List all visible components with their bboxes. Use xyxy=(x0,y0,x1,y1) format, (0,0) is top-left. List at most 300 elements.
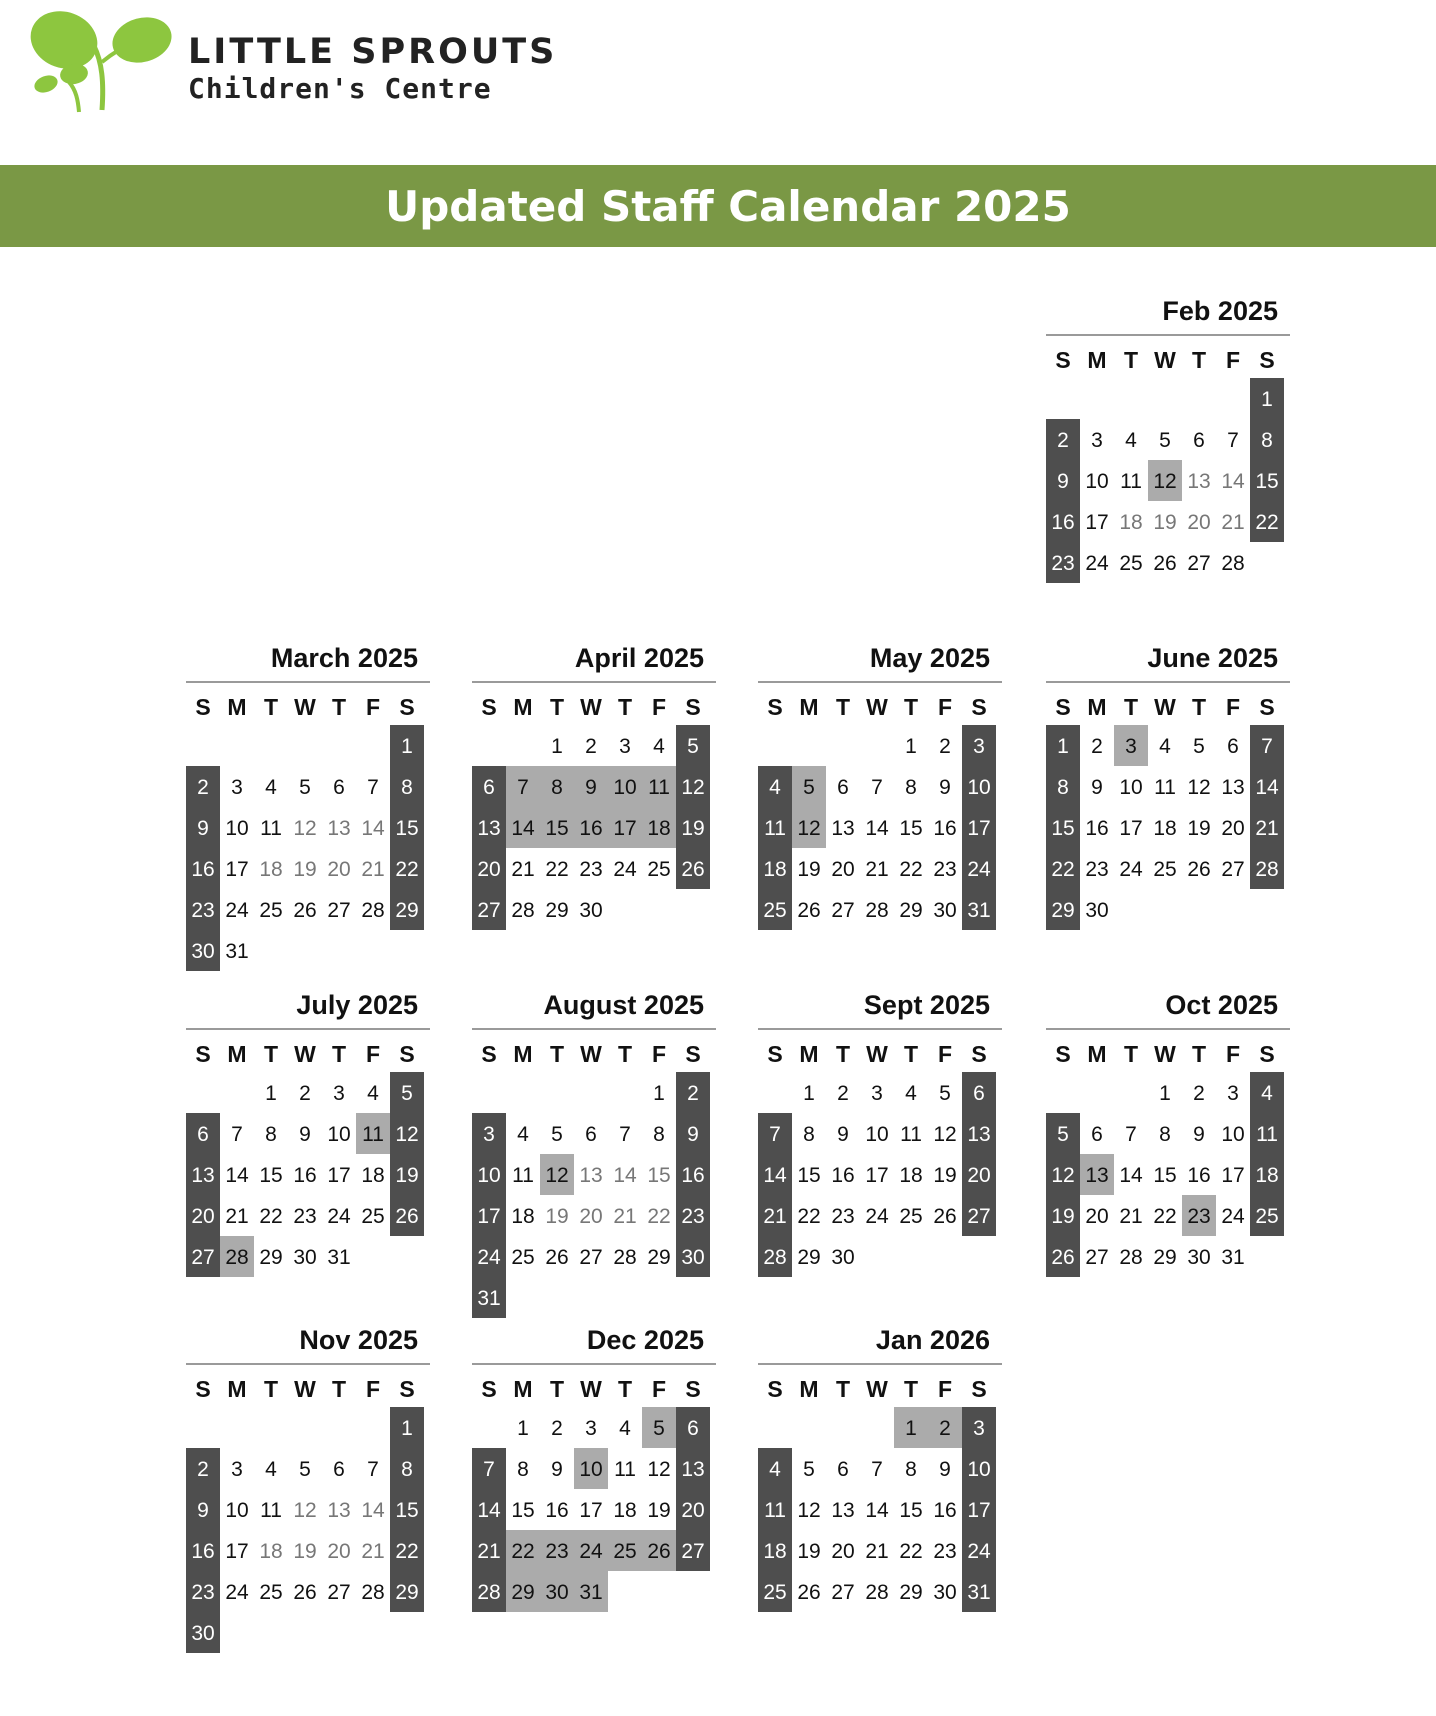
weekday-label: M xyxy=(513,1376,533,1402)
calendar-day: 28 xyxy=(865,1581,889,1604)
weekday-label: T xyxy=(549,694,565,720)
calendar-day: 28 xyxy=(361,899,385,922)
calendar-day: 8 xyxy=(803,1123,815,1146)
calendar-day: 12 xyxy=(1187,776,1211,799)
calendar-day: 4 xyxy=(653,735,665,758)
calendar-day: 29 xyxy=(647,1246,671,1269)
calendar-day: 22 xyxy=(506,1530,540,1571)
calendar-day: 18 xyxy=(511,1205,535,1228)
calendar-day: 6 xyxy=(1091,1123,1103,1146)
calendar-day: 16 xyxy=(1187,1164,1211,1187)
calendar-day: 11 xyxy=(758,1489,792,1530)
calendar-day: 10 xyxy=(962,1448,996,1489)
calendar-day: 7 xyxy=(1227,429,1239,452)
calendar-day: 22 xyxy=(1250,501,1284,542)
calendar-day: 5 xyxy=(1046,1113,1080,1154)
calendar-day: 15 xyxy=(1046,807,1080,848)
calendar-day: 8 xyxy=(1250,419,1284,460)
calendar-day: 16 xyxy=(574,807,608,848)
weekday-label: W xyxy=(580,694,602,720)
calendar-day: 17 xyxy=(472,1195,506,1236)
calendar-day: 15 xyxy=(647,1164,671,1187)
calendar-day: 10 xyxy=(865,1123,889,1146)
calendar-day: 22 xyxy=(899,1540,923,1563)
calendar-day: 21 xyxy=(865,858,889,881)
weekday-label: S xyxy=(195,1376,211,1402)
calendar-day: 20 xyxy=(831,1540,855,1563)
weekday-label: W xyxy=(1154,347,1176,373)
calendar-day: 16 xyxy=(933,1499,957,1522)
calendar-day: 24 xyxy=(1221,1205,1245,1228)
calendar-day: 24 xyxy=(574,1530,608,1571)
weekday-label: F xyxy=(937,694,953,720)
calendar-day: 5 xyxy=(1159,429,1171,452)
month-calendar xyxy=(472,637,716,930)
weekday-label: F xyxy=(651,1041,667,1067)
calendar-day: 26 xyxy=(1153,552,1177,575)
weekday-label: S xyxy=(971,694,987,720)
calendar-day: 10 xyxy=(574,1448,608,1489)
calendar-day: 4 xyxy=(758,766,792,807)
calendar-day: 26 xyxy=(1187,858,1211,881)
calendar-day: 9 xyxy=(574,766,608,807)
calendar-day: 14 xyxy=(613,1164,637,1187)
calendar-day: 9 xyxy=(939,776,951,799)
calendar-day: 17 xyxy=(225,858,249,881)
calendar-day: 8 xyxy=(1046,766,1080,807)
calendar-day: 9 xyxy=(837,1123,849,1146)
weekday-label: W xyxy=(866,1376,888,1402)
weekday-label: W xyxy=(580,1041,602,1067)
calendar-day: 9 xyxy=(1193,1123,1205,1146)
calendar-day: 15 xyxy=(1250,460,1284,501)
weekday-label: F xyxy=(365,1041,381,1067)
month-title: March 2025 xyxy=(186,637,430,683)
calendar-day: 4 xyxy=(265,1458,277,1481)
weekday-label: F xyxy=(365,1376,381,1402)
weekday-label: T xyxy=(1123,347,1139,373)
calendar-day: 23 xyxy=(831,1205,855,1228)
calendar-day: 7 xyxy=(871,776,883,799)
calendar-day: 10 xyxy=(962,766,996,807)
calendar-day: 8 xyxy=(390,766,424,807)
calendar-day: 13 xyxy=(831,817,855,840)
calendar-day: 16 xyxy=(933,817,957,840)
month-grid xyxy=(472,683,716,930)
month-grid xyxy=(186,683,430,971)
calendar-day: 9 xyxy=(939,1458,951,1481)
calendar-day: 23 xyxy=(1182,1195,1216,1236)
month-grid xyxy=(1046,336,1290,583)
weekday-label: T xyxy=(835,694,851,720)
calendar-day: 28 xyxy=(220,1236,254,1277)
calendar-day: 13 xyxy=(472,807,506,848)
calendar-day: 12 xyxy=(390,1113,424,1154)
weekday-label: S xyxy=(685,1041,701,1067)
calendar-day: 3 xyxy=(333,1082,345,1105)
calendar-day: 27 xyxy=(962,1195,996,1236)
calendar-day: 6 xyxy=(333,1458,345,1481)
calendar-day: 4 xyxy=(619,1417,631,1440)
calendar-day: 3 xyxy=(619,735,631,758)
calendar-day: 19 xyxy=(797,858,821,881)
calendar-day: 30 xyxy=(676,1236,710,1277)
calendar-day: 14 xyxy=(1119,1164,1143,1187)
weekday-label: M xyxy=(227,694,247,720)
calendar-day: 30 xyxy=(540,1571,574,1612)
calendar-day: 9 xyxy=(186,1489,220,1530)
calendar-day: 22 xyxy=(390,1530,424,1571)
calendar-day: 15 xyxy=(899,817,923,840)
calendar-day: 9 xyxy=(1046,460,1080,501)
calendar-day: 24 xyxy=(962,848,996,889)
calendar-day: 2 xyxy=(928,1407,962,1448)
weekday-label: T xyxy=(263,1041,279,1067)
calendar-day: 23 xyxy=(933,1540,957,1563)
calendar-day: 24 xyxy=(865,1205,889,1228)
calendar-day: 16 xyxy=(545,1499,569,1522)
calendar-day: 7 xyxy=(619,1123,631,1146)
weekday-label: F xyxy=(1225,1041,1241,1067)
calendar-day: 2 xyxy=(299,1082,311,1105)
calendar-day: 19 xyxy=(933,1164,957,1187)
weekday-label: M xyxy=(227,1376,247,1402)
calendar-day: 5 xyxy=(642,1407,676,1448)
calendar-day: 18 xyxy=(1119,511,1143,534)
calendar-day: 30 xyxy=(186,930,220,971)
calendar-day: 22 xyxy=(259,1205,283,1228)
weekday-label: S xyxy=(767,1041,783,1067)
calendar-day: 29 xyxy=(797,1246,821,1269)
calendar-day: 3 xyxy=(231,776,243,799)
calendar-day: 22 xyxy=(647,1205,671,1228)
calendar-day: 18 xyxy=(259,1540,283,1563)
calendar-day: 15 xyxy=(1153,1164,1177,1187)
calendar-day: 10 xyxy=(327,1123,351,1146)
calendar-day: 19 xyxy=(293,858,317,881)
calendar-day: 12 xyxy=(676,766,710,807)
calendar-day: 16 xyxy=(1046,501,1080,542)
weekday-label: S xyxy=(767,1376,783,1402)
calendar-day: 4 xyxy=(265,776,277,799)
month-title: Dec 2025 xyxy=(472,1319,716,1365)
weekday-label: T xyxy=(1123,694,1139,720)
calendar-day: 29 xyxy=(390,889,424,930)
weekday-label: T xyxy=(835,1041,851,1067)
calendar-day: 23 xyxy=(579,858,603,881)
calendar-day: 14 xyxy=(361,817,385,840)
weekday-label: S xyxy=(685,1376,701,1402)
calendar-day: 21 xyxy=(361,1540,385,1563)
calendar-day: 22 xyxy=(797,1205,821,1228)
calendar-day: 8 xyxy=(905,1458,917,1481)
calendar-day: 7 xyxy=(231,1123,243,1146)
calendar-day: 29 xyxy=(1153,1246,1177,1269)
calendar-day: 9 xyxy=(551,1458,563,1481)
calendar-day: 31 xyxy=(962,889,996,930)
calendar-day: 1 xyxy=(803,1082,815,1105)
calendar-day: 20 xyxy=(327,858,351,881)
weekday-label: T xyxy=(617,1041,633,1067)
calendar-day: 16 xyxy=(186,848,220,889)
calendar-day: 24 xyxy=(962,1530,996,1571)
calendar-day: 7 xyxy=(1125,1123,1137,1146)
calendar-day: 10 xyxy=(1085,470,1109,493)
calendar-day: 8 xyxy=(905,776,917,799)
weekday-label: S xyxy=(195,1041,211,1067)
weekday-label: S xyxy=(685,694,701,720)
weekday-label: S xyxy=(399,694,415,720)
calendar-day: 10 xyxy=(225,1499,249,1522)
calendar-day: 4 xyxy=(905,1082,917,1105)
calendar-day: 3 xyxy=(871,1082,883,1105)
calendar-day: 8 xyxy=(517,1458,529,1481)
calendar-day: 21 xyxy=(865,1540,889,1563)
calendar-day: 26 xyxy=(676,848,710,889)
weekday-label: F xyxy=(1225,694,1241,720)
month-calendar xyxy=(1046,290,1290,583)
calendar-day: 5 xyxy=(551,1123,563,1146)
month-calendar xyxy=(186,637,430,971)
weekday-label: T xyxy=(835,1376,851,1402)
weekday-label: W xyxy=(866,694,888,720)
calendar-day: 28 xyxy=(865,899,889,922)
weekday-label: M xyxy=(1087,694,1107,720)
calendar-day: 3 xyxy=(1091,429,1103,452)
calendar-day: 11 xyxy=(614,1458,636,1481)
calendar-day: 18 xyxy=(899,1164,923,1187)
brand-name: LITTLE SPROUTS xyxy=(188,32,558,72)
weekday-label: T xyxy=(1191,694,1207,720)
calendar-day: 1 xyxy=(390,1407,424,1448)
month-grid xyxy=(186,1030,430,1277)
calendar-day: 22 xyxy=(1046,848,1080,889)
month-grid xyxy=(472,1365,716,1612)
calendar-day: 22 xyxy=(390,848,424,889)
calendar-day: 28 xyxy=(758,1236,792,1277)
calendar-day: 19 xyxy=(390,1154,424,1195)
calendar-day: 25 xyxy=(608,1530,642,1571)
weekday-label: T xyxy=(263,1376,279,1402)
weekday-label: T xyxy=(1191,347,1207,373)
calendar-day: 25 xyxy=(511,1246,535,1269)
calendar-day: 25 xyxy=(758,889,792,930)
weekday-label: W xyxy=(866,1041,888,1067)
calendar-day: 8 xyxy=(653,1123,665,1146)
month-grid xyxy=(1046,1030,1290,1277)
calendar-day: 1 xyxy=(894,1407,928,1448)
weekday-label: S xyxy=(481,694,497,720)
calendar-day: 22 xyxy=(899,858,923,881)
calendar-day: 2 xyxy=(585,735,597,758)
calendar-day: 27 xyxy=(186,1236,220,1277)
calendar-day: 27 xyxy=(327,899,351,922)
weekday-label: M xyxy=(799,694,819,720)
calendar-day: 1 xyxy=(390,725,424,766)
weekday-label: T xyxy=(617,1376,633,1402)
calendar-day: 31 xyxy=(327,1246,351,1269)
month-grid xyxy=(758,683,1002,930)
calendar-day: 17 xyxy=(327,1164,351,1187)
calendar-day: 30 xyxy=(186,1612,220,1653)
month-calendar xyxy=(472,1319,716,1612)
weekday-label: M xyxy=(513,1041,533,1067)
weekday-label: W xyxy=(294,1041,316,1067)
calendar-day: 7 xyxy=(506,766,540,807)
calendar-day: 11 xyxy=(260,1499,282,1522)
calendar-day: 10 xyxy=(472,1154,506,1195)
month-title: Oct 2025 xyxy=(1046,984,1290,1030)
calendar-day: 7 xyxy=(472,1448,506,1489)
brand-subtitle: Children's Centre xyxy=(188,72,492,105)
calendar-day: 26 xyxy=(933,1205,957,1228)
weekday-label: T xyxy=(331,1376,347,1402)
calendar-day: 31 xyxy=(472,1277,506,1318)
calendar-day: 1 xyxy=(551,735,563,758)
calendar-day: 19 xyxy=(1046,1195,1080,1236)
calendar-day: 17 xyxy=(1221,1164,1245,1187)
weekday-label: M xyxy=(227,1041,247,1067)
calendar-day: 2 xyxy=(1193,1082,1205,1105)
calendar-day: 1 xyxy=(653,1082,665,1105)
calendar-day: 26 xyxy=(390,1195,424,1236)
weekday-label: M xyxy=(799,1041,819,1067)
calendar-day: 31 xyxy=(1221,1246,1245,1269)
weekday-label: T xyxy=(1191,1041,1207,1067)
calendar-day: 11 xyxy=(1250,1113,1284,1154)
weekday-label: F xyxy=(651,694,667,720)
weekday-label: T xyxy=(549,1376,565,1402)
calendar-day: 29 xyxy=(899,899,923,922)
calendar-day: 10 xyxy=(1221,1123,1245,1146)
calendar-day: 1 xyxy=(905,735,917,758)
calendar-day: 25 xyxy=(647,858,671,881)
weekday-label: S xyxy=(481,1041,497,1067)
calendar-day: 23 xyxy=(186,889,220,930)
calendar-day: 27 xyxy=(327,1581,351,1604)
calendar-day: 6 xyxy=(1193,429,1205,452)
calendar-day: 25 xyxy=(259,1581,283,1604)
calendar-day: 21 xyxy=(1119,1205,1143,1228)
calendar-day: 21 xyxy=(361,858,385,881)
weekday-label: M xyxy=(513,694,533,720)
calendar-day: 4 xyxy=(758,1448,792,1489)
page-title: Updated Staff Calendar 2025 xyxy=(385,181,1071,231)
calendar-day: 4 xyxy=(367,1082,379,1105)
weekday-label: M xyxy=(1087,1041,1107,1067)
calendar-day: 3 xyxy=(231,1458,243,1481)
calendar-day: 28 xyxy=(1221,552,1245,575)
weekday-label: S xyxy=(971,1376,987,1402)
calendar-day: 28 xyxy=(1119,1246,1143,1269)
calendar-day: 9 xyxy=(299,1123,311,1146)
calendar-day: 14 xyxy=(472,1489,506,1530)
calendar-day: 12 xyxy=(1148,460,1182,501)
weekday-label: M xyxy=(1087,347,1107,373)
weekday-label: T xyxy=(331,1041,347,1067)
calendar-day: 18 xyxy=(642,807,676,848)
calendar-day: 17 xyxy=(1085,511,1109,534)
calendar-day: 30 xyxy=(831,1246,855,1269)
calendar-day: 21 xyxy=(758,1195,792,1236)
calendar-day: 14 xyxy=(1221,470,1245,493)
calendar-day: 15 xyxy=(259,1164,283,1187)
calendar-day: 31 xyxy=(962,1571,996,1612)
calendar-day: 16 xyxy=(186,1530,220,1571)
weekday-label: M xyxy=(799,1376,819,1402)
calendar-day: 26 xyxy=(1046,1236,1080,1277)
calendar-day: 30 xyxy=(933,899,957,922)
weekday-label: T xyxy=(903,1041,919,1067)
calendar-day: 12 xyxy=(1046,1154,1080,1195)
calendar-day: 20 xyxy=(327,1540,351,1563)
calendar-day: 11 xyxy=(1120,470,1142,493)
calendar-day: 24 xyxy=(1085,552,1109,575)
calendar-day: 3 xyxy=(1114,725,1148,766)
calendar-day: 23 xyxy=(1085,858,1109,881)
weekday-label: W xyxy=(294,1376,316,1402)
calendar-day: 2 xyxy=(186,766,220,807)
calendar-day: 11 xyxy=(1154,776,1176,799)
calendar-day: 15 xyxy=(797,1164,821,1187)
weekday-label: T xyxy=(1123,1041,1139,1067)
calendar-day: 17 xyxy=(608,807,642,848)
calendar-day: 18 xyxy=(758,848,792,889)
calendar-day: 27 xyxy=(1221,858,1245,881)
weekday-label: T xyxy=(549,1041,565,1067)
calendar-day: 17 xyxy=(962,1489,996,1530)
calendar-day: 18 xyxy=(758,1530,792,1571)
calendar-day: 2 xyxy=(551,1417,563,1440)
month-grid xyxy=(472,1030,716,1318)
calendar-day: 6 xyxy=(837,776,849,799)
calendar-day: 6 xyxy=(1227,735,1239,758)
weekday-label: S xyxy=(481,1376,497,1402)
calendar-day: 14 xyxy=(361,1499,385,1522)
calendar-day: 10 xyxy=(1119,776,1143,799)
calendar-day: 7 xyxy=(871,1458,883,1481)
calendar-day: 3 xyxy=(472,1113,506,1154)
calendar-day: 6 xyxy=(837,1458,849,1481)
weekday-label: S xyxy=(1055,1041,1071,1067)
calendar-day: 10 xyxy=(608,766,642,807)
calendar-day: 13 xyxy=(327,817,351,840)
calendar-day: 8 xyxy=(540,766,574,807)
calendar-day: 31 xyxy=(574,1571,608,1612)
calendar-day: 28 xyxy=(613,1246,637,1269)
month-calendar xyxy=(1046,637,1290,930)
calendar-day: 5 xyxy=(939,1082,951,1105)
month-calendar xyxy=(758,1319,1002,1612)
calendar-day: 20 xyxy=(579,1205,603,1228)
calendar-day: 11 xyxy=(260,817,282,840)
calendar-day: 5 xyxy=(299,776,311,799)
calendar-day: 27 xyxy=(1187,552,1211,575)
calendar-day: 6 xyxy=(676,1407,710,1448)
weekday-label: T xyxy=(903,694,919,720)
calendar-day: 21 xyxy=(613,1205,637,1228)
calendar-day: 13 xyxy=(676,1448,710,1489)
month-title: Sept 2025 xyxy=(758,984,1002,1030)
calendar-day: 11 xyxy=(512,1164,534,1187)
calendar-day: 26 xyxy=(293,1581,317,1604)
weekday-label: F xyxy=(937,1376,953,1402)
calendar-day: 18 xyxy=(361,1164,385,1187)
calendar-day: 19 xyxy=(797,1540,821,1563)
calendar-day: 7 xyxy=(367,776,379,799)
calendar-day: 12 xyxy=(792,807,826,848)
calendar-day: 18 xyxy=(259,858,283,881)
